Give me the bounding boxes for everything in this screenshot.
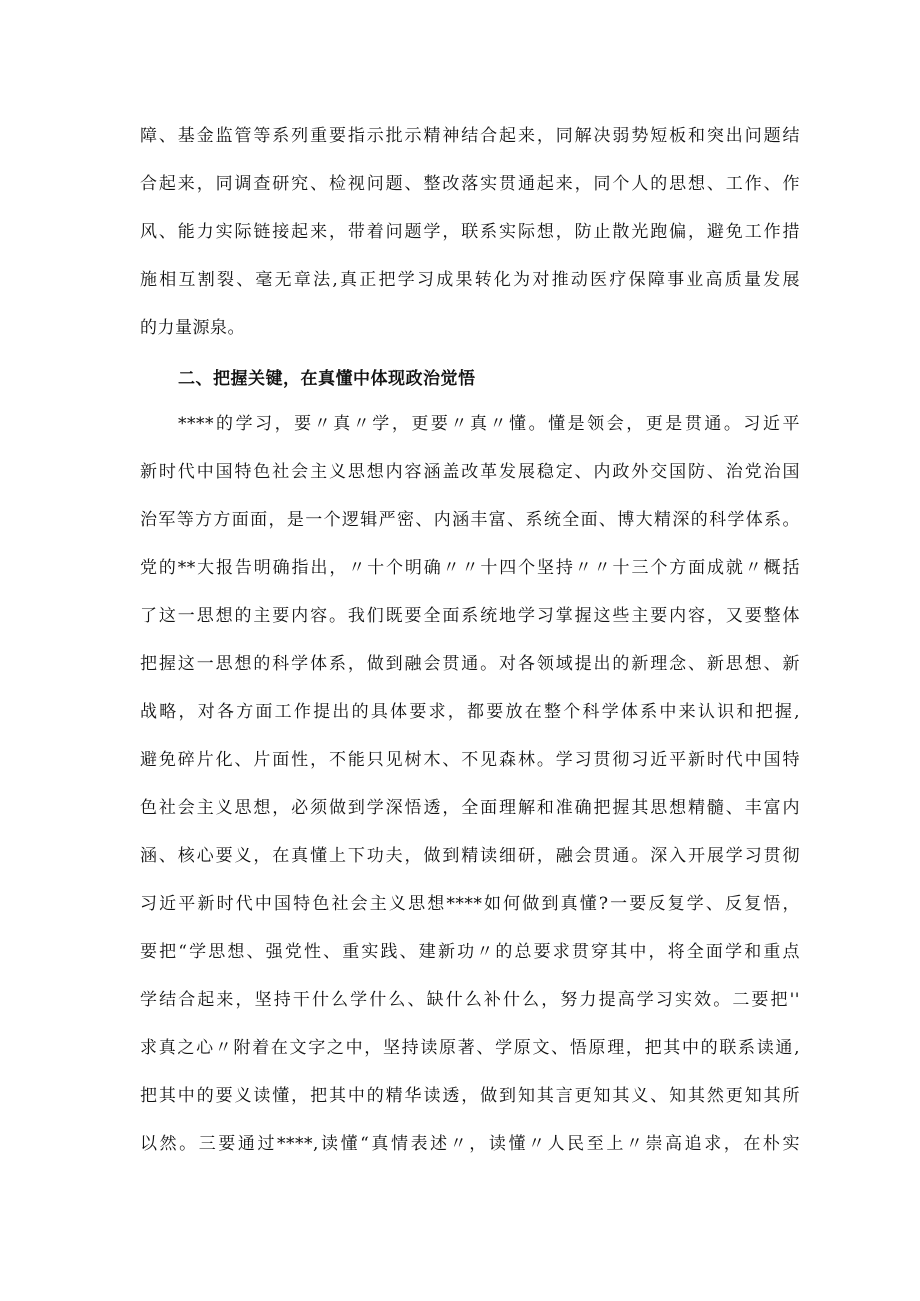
paragraph-2-line: 党的**大报告明确指出，〃十个明确〃〃十四个坚持〃〃十三个方面成就〃概括 xyxy=(140,558,800,578)
paragraph-2-line: 涵、核心要义，在真懂上下功夫，做到精读细研，融会贯通。深入开展学习贯彻 xyxy=(140,846,800,866)
paragraph-2-line: 色社会主义思想，必须做到学深悟透，全面理解和准确把握其思想精髓、丰富内 xyxy=(140,798,800,818)
paragraph-2-line: 习近平新时代中国特色社会主义思想****如何做到真懂?一要反复学、反复悟， xyxy=(140,894,800,914)
paragraph-2-line: 治军等方方面面，是一个逻辑严密、内涵丰富、系统全面、博大精深的科学体系。 xyxy=(140,510,800,530)
paragraph-1-line: 合起来，同调查研究、检视问题、整改落实贯通起来，同个人的思想、工作、作 xyxy=(140,174,800,194)
paragraph-1 xyxy=(140,112,800,352)
section-heading: 二、把握关键，在真懂中体现政治觉悟 xyxy=(178,369,476,389)
paragraph-2 xyxy=(140,400,800,1168)
paragraph-2-line: 了这一思想的主要内容。我们既要全面系统地学习掌握这些主要内容，又要整体 xyxy=(140,606,800,626)
paragraph-2-line: 战略，对各方面工作提出的具体要求，都要放在整个科学体系中来认识和把握, xyxy=(140,702,800,722)
paragraph-2-line: 学结合起来，坚持干什么学什么、缺什么补什么，努力提高学习实效。二要把'' xyxy=(140,990,800,1010)
paragraph-2-line: 把其中的要义读懂，把其中的精华读透，做到知其言更知其义、知其然更知其所 xyxy=(140,1086,800,1106)
paragraph-2-line: 要把“学思想、强党性、重实践、建新功〃的总要求贯穿其中，将全面学和重点 xyxy=(140,942,800,962)
paragraph-1-line: 的力量源泉。 xyxy=(140,318,245,338)
paragraph-2-line: 避免碎片化、片面性，不能只见树木、不见森林。学习贯彻习近平新时代中国特 xyxy=(140,750,800,770)
paragraph-1-line: 施相互割裂、毫无章法,真正把学习成果转化为对推动医疗保障事业高质量发展 xyxy=(140,270,800,290)
paragraph-2-line: 新时代中国特色社会主义思想内容涵盖改革发展稳定、内政外交国防、治党治国 xyxy=(140,462,800,482)
paragraph-2-line: 求真之心〃附着在文字之中，坚持读原著、学原文、悟原理，把其中的联系读通, xyxy=(140,1038,800,1058)
paragraph-2-line: 把握这一思想的科学体系，做到融会贯通。对各领域提出的新理念、新思想、新 xyxy=(140,654,800,674)
paragraph-2-line: 以然。三要通过****,读懂“真情表述〃，读懂〃人民至上〃崇高追求，在朴实 xyxy=(140,1134,800,1154)
paragraph-1-line: 障、基金监管等系列重要指示批示精神结合起来，同解决弱势短板和突出问题结 xyxy=(140,126,800,146)
paragraph-2-line: ****的学习，要〃真〃学，更要〃真〃懂。懂是领会，更是贯通。习近平 xyxy=(178,414,800,434)
paragraph-1-line: 风、能力实际链接起来，带着问题学，联系实际想，防止散光跑偏，避免工作措 xyxy=(140,222,800,242)
